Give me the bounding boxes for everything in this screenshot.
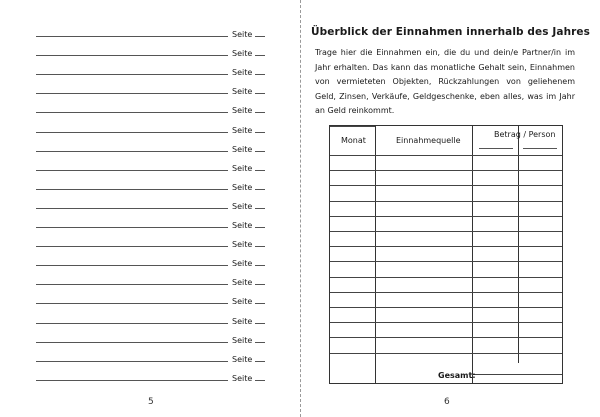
- table-row[interactable]: [330, 337, 562, 338]
- index-entry-rule[interactable]: [36, 93, 228, 94]
- page-title: Überblick der Einnahmen innerhalb des Jahres: [310, 26, 590, 38]
- index-line[interactable]: [36, 122, 270, 136]
- seite-label: Seite: [232, 221, 253, 230]
- index-line[interactable]: [36, 198, 270, 212]
- table-row[interactable]: [330, 322, 562, 323]
- index-line[interactable]: [36, 332, 270, 346]
- page-number-blank[interactable]: [255, 55, 265, 56]
- table-row[interactable]: [330, 231, 562, 232]
- index-line[interactable]: [36, 217, 270, 231]
- index-line[interactable]: [36, 236, 270, 250]
- seite-label: Seite: [232, 373, 253, 383]
- index-entry-rule[interactable]: [36, 284, 228, 285]
- index-line[interactable]: [36, 255, 270, 269]
- table-row[interactable]: [330, 292, 562, 293]
- seite-label: Seite: [232, 163, 253, 173]
- page-number-blank[interactable]: [255, 189, 265, 190]
- right-page: [301, 0, 600, 417]
- index-entry-rule[interactable]: [36, 380, 228, 381]
- total-row-top-line: [472, 374, 562, 375]
- page-number-blank[interactable]: [255, 303, 265, 304]
- table-row[interactable]: [330, 277, 562, 278]
- table-row[interactable]: [330, 246, 562, 247]
- index-entry-rule[interactable]: [36, 208, 228, 209]
- index-entry-rule[interactable]: [36, 265, 228, 266]
- page-number-blank[interactable]: [255, 112, 265, 113]
- index-line[interactable]: [36, 370, 270, 384]
- seite-label: Seite: [232, 30, 253, 39]
- page-number-blank[interactable]: [255, 361, 265, 362]
- page-number-blank[interactable]: [255, 151, 265, 152]
- index-entry-rule[interactable]: [36, 303, 228, 304]
- index-entry-rule[interactable]: [36, 342, 228, 343]
- seite-label: Seite: [232, 354, 253, 364]
- seite-label: Seite: [232, 125, 253, 135]
- index-entry-rule[interactable]: [36, 55, 228, 56]
- index-line[interactable]: [36, 160, 270, 174]
- seite-label: Seite: [232, 259, 253, 269]
- seite-label: Seite: [232, 144, 253, 154]
- header-month: Monat: [341, 136, 366, 145]
- index-line[interactable]: [36, 274, 270, 288]
- page-number-blank[interactable]: [255, 74, 265, 75]
- seite-label: Seite: [232, 278, 253, 288]
- seite-label: Seite: [232, 240, 253, 250]
- index-line[interactable]: [36, 64, 270, 78]
- intro-text: Trage hier die Einnahmen ein, die du und dein/e Partner/in im Jahr erhalten. Das kann das monatliche Gehalt sein, Einnahmen von vermieteten Objekten, Rückzahlungen von geliehenem Geld, Zinsen, Verkäufe, Geldgeschenke, eben alles, was im Jahr an Geld reinkommt.: [315, 48, 575, 115]
- index-entry-rule[interactable]: [36, 112, 228, 113]
- person-1-name-line[interactable]: [479, 148, 513, 149]
- seite-label: Seite: [232, 297, 253, 307]
- index-entry-rule[interactable]: [36, 36, 228, 37]
- index-entry-rule[interactable]: [36, 246, 228, 247]
- seite-label: Seite: [232, 49, 253, 59]
- index-entry-rule[interactable]: [36, 227, 228, 228]
- table-row[interactable]: [330, 307, 562, 308]
- header-amount: Betrag / Person: [494, 130, 556, 139]
- index-line[interactable]: [36, 179, 270, 193]
- table-row[interactable]: [330, 216, 562, 217]
- income-table: [329, 125, 563, 384]
- table-row[interactable]: [330, 353, 562, 354]
- page-number-blank[interactable]: [255, 380, 265, 381]
- person-2-name-line[interactable]: [523, 148, 557, 149]
- index-line[interactable]: [36, 141, 270, 155]
- index-line[interactable]: [36, 45, 270, 59]
- index-line[interactable]: [36, 351, 270, 365]
- index-entry-rule[interactable]: [36, 132, 228, 133]
- page-number-blank[interactable]: [255, 93, 265, 94]
- table-row[interactable]: [330, 170, 562, 171]
- page-number-blank[interactable]: [255, 170, 265, 171]
- index-entry-rule[interactable]: [36, 170, 228, 171]
- page-number-blank[interactable]: [255, 36, 265, 37]
- index-entry-rule[interactable]: [36, 74, 228, 75]
- index-entry-rule[interactable]: [36, 189, 228, 190]
- seite-label: Seite: [232, 68, 253, 78]
- column-divider-source: [472, 126, 473, 383]
- seite-label: Seite: [232, 182, 253, 192]
- table-row[interactable]: [330, 155, 562, 156]
- header-source: Einnahmequelle: [396, 136, 461, 145]
- table-row[interactable]: [330, 201, 562, 202]
- column-divider-month: [375, 126, 376, 383]
- page-number-blank[interactable]: [255, 227, 265, 228]
- row-line: [330, 126, 375, 127]
- column-divider-person: [518, 126, 519, 363]
- total-label: Gesamt:: [438, 371, 476, 380]
- table-row[interactable]: [330, 185, 562, 186]
- table-row[interactable]: [330, 261, 562, 262]
- seite-label: Seite: [232, 201, 253, 211]
- page-number-right: 6: [444, 397, 450, 407]
- index-entry-rule[interactable]: [36, 151, 228, 152]
- seite-label: Seite: [232, 106, 253, 116]
- index-entry-rule[interactable]: [36, 323, 228, 324]
- index-line[interactable]: [36, 26, 270, 40]
- seite-label: Seite: [232, 316, 253, 326]
- index-line[interactable]: [36, 313, 270, 327]
- page-number-left: 5: [148, 397, 154, 407]
- index-line[interactable]: [36, 293, 270, 307]
- seite-label: Seite: [232, 87, 253, 97]
- page-number-blank[interactable]: [255, 265, 265, 266]
- index-entry-rule[interactable]: [36, 361, 228, 362]
- page-number-blank[interactable]: [255, 323, 265, 324]
- index-line[interactable]: [36, 102, 270, 116]
- page-number-blank[interactable]: [255, 284, 265, 285]
- seite-label: Seite: [232, 335, 253, 345]
- page-number-blank[interactable]: [255, 246, 265, 247]
- page-number-blank[interactable]: [255, 342, 265, 343]
- index-line[interactable]: [36, 83, 270, 97]
- page-number-blank[interactable]: [255, 132, 265, 133]
- page-number-blank[interactable]: [255, 208, 265, 209]
